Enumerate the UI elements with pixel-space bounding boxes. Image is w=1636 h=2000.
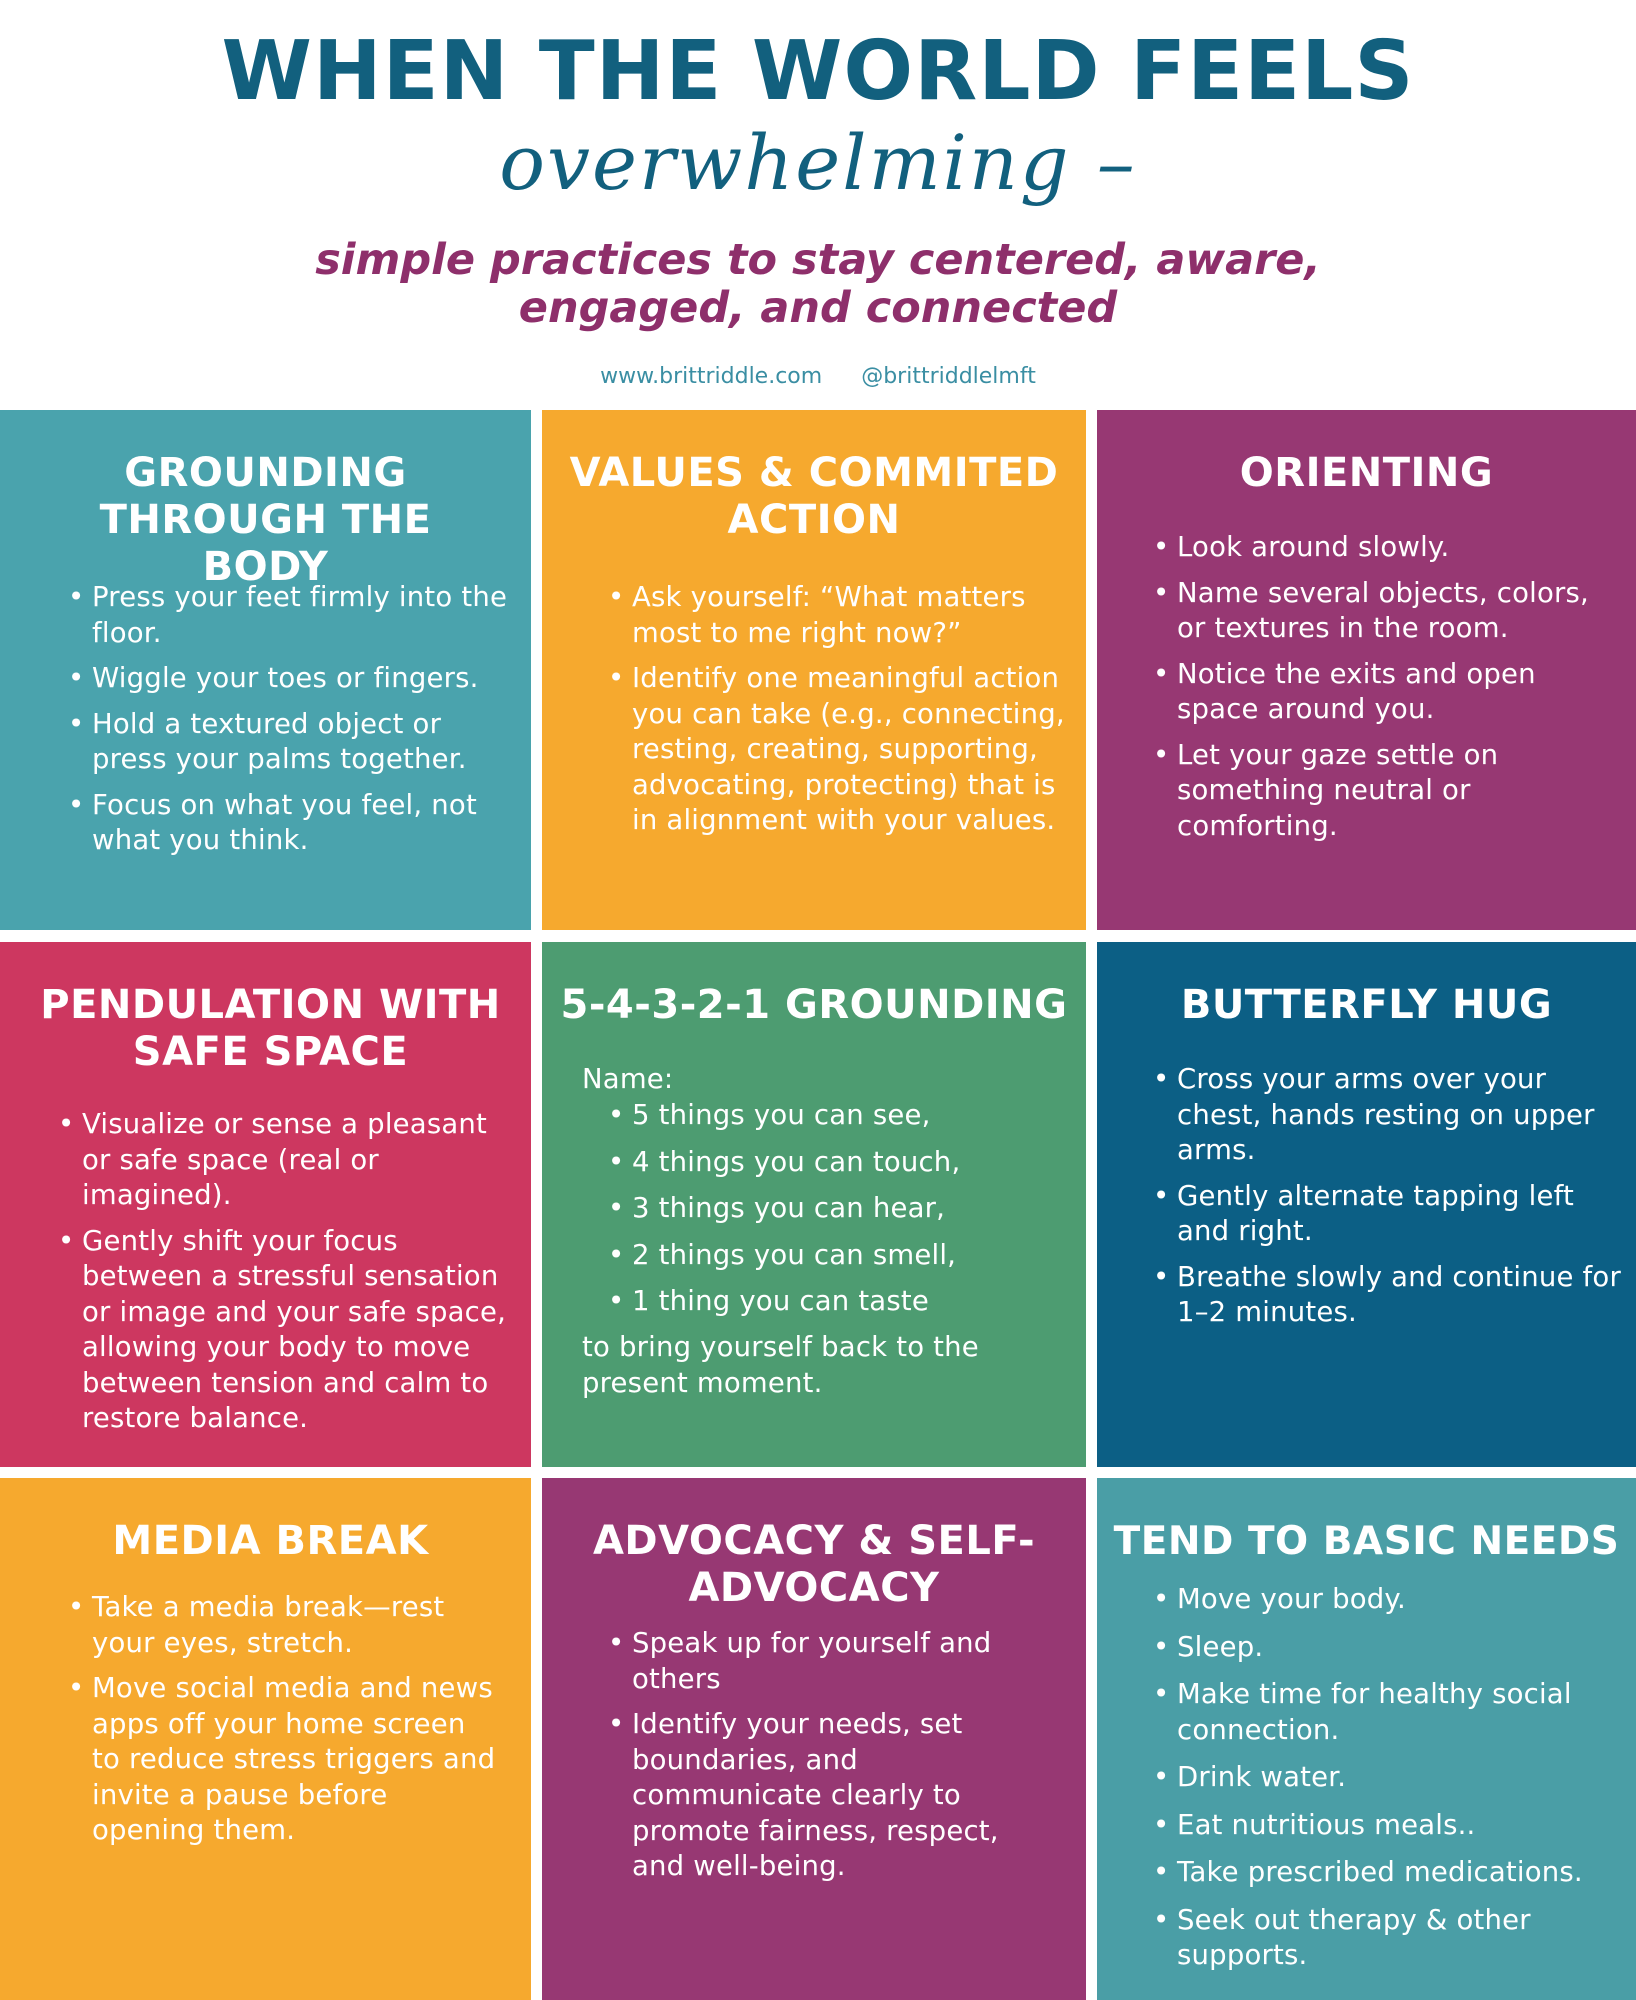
list-item: • Gently alternate tapping left and right. [1153,1179,1623,1250]
list-item: • Take a media break—rest your eyes, stretch. [68,1590,498,1661]
header [0,0,1636,408]
list-item: • Identify one meaningful action you can take (e.g., connecting, resting, creating, supporting, advocating, protecting) that is in alignment with your values. [608,661,1068,839]
card-title: ORIENTING [1239,450,1494,496]
card-list [608,580,1068,849]
list-item: • Make time for healthy social connection. [1153,1677,1628,1748]
list-item: • Visualize or sense a pleasant or safe space (real or imagined). [58,1107,513,1214]
list-item: • Eat nutritious meals.. [1153,1808,1628,1844]
card-list [1153,1582,1628,1986]
card-54321-grounding [542,942,1086,1467]
card-orienting [1097,410,1636,930]
card-values-action [542,410,1086,930]
page-subtitle: simple practices to stay centered, aware, engaged, and connected [315,235,1321,333]
list-item: • Identify your needs, set boundaries, and communicate clearly to promote fairness, respect, and well-being. [608,1707,1048,1885]
card-list [608,1626,1048,1895]
list-item: • Look around slowly. [1153,530,1623,566]
list-item: • Focus on what you feel, not what you think. [68,788,508,859]
card-title: PENDULATION WITH SAFE SPACE [40,982,501,1075]
contact-links [0,364,1636,389]
card-title: GROUNDING THROUGH THE BODY [99,450,432,590]
script-subheading: overwhelming – [499,118,1137,207]
list-item: • Gently shift your focus between a stressful sensation or image and your safe space, allowing your body to move between tension and calm to restore balance. [58,1224,513,1437]
list-item: • Move your body. [1153,1582,1628,1618]
list-item: • Ask yourself: “What matters most to me right now?” [608,580,1068,651]
list-item: • Let your gaze settle on something neutral or comforting. [1153,738,1623,845]
card-title: MEDIA BREAK [112,1518,429,1564]
website-link[interactable]: www.brittriddle.com [600,364,823,389]
list-item: • Sleep. [1153,1630,1628,1666]
card-list [68,580,508,869]
card-intro: Name: [582,1063,674,1095]
card-title: ADVOCACY & SELF-ADVOCACY [592,1518,1036,1611]
list-item: • Take prescribed medications. [1153,1855,1628,1891]
card-media-break [0,1478,531,2000]
list-item: • 2 things you can smell, [608,1238,1068,1274]
card-title: 5-4-3-2-1 GROUNDING [560,982,1068,1028]
list-item: • Cross your arms over your chest, hands resting on upper arms. [1153,1062,1623,1169]
card-advocacy [542,1478,1086,2000]
list-item: • 1 thing you can taste [608,1284,1068,1320]
list-item: • Notice the exits and open space around you. [1153,657,1623,728]
card-title: TEND TO BASIC NEEDS [1113,1519,1620,1564]
card-list [68,1590,498,1859]
list-item: • 4 things you can touch, [608,1145,1068,1181]
card-pendulation [0,942,531,1467]
card-butterfly-hug [1097,942,1636,1467]
list-item: • 5 things you can see, [608,1098,1068,1134]
card-list [608,1098,1068,1331]
social-handle[interactable]: @brittriddlelmft [861,364,1036,389]
list-item: • 3 things you can hear, [608,1191,1068,1227]
card-outro: to bring yourself back to the present moment. [582,1331,979,1399]
card-title: VALUES & COMMITED ACTION [569,450,1059,543]
list-item: • Speak up for yourself and others [608,1626,1048,1697]
card-list [58,1107,513,1447]
list-item: • Hold a textured object or press your palms together. [68,707,508,778]
page-title: WHEN THE WORLD FEELS [221,24,1415,119]
card-list [1153,1062,1623,1341]
card-basic-needs [1097,1478,1636,2000]
card-list [1153,530,1623,854]
card-title: BUTTERFLY HUG [1180,982,1553,1028]
list-item: • Seek out therapy & other supports. [1153,1903,1628,1974]
list-item: • Wiggle your toes or fingers. [68,661,508,697]
card-grounding-body [0,410,531,930]
list-item: • Move social media and news apps off your home screen to reduce stress triggers and invite a pause before opening them. [68,1671,498,1849]
list-item: • Drink water. [1153,1760,1628,1796]
list-item: • Press your feet firmly into the floor. [68,580,508,651]
list-item: • Breathe slowly and continue for 1–2 minutes. [1153,1260,1623,1331]
list-item: • Name several objects, colors, or textures in the room. [1153,576,1623,647]
